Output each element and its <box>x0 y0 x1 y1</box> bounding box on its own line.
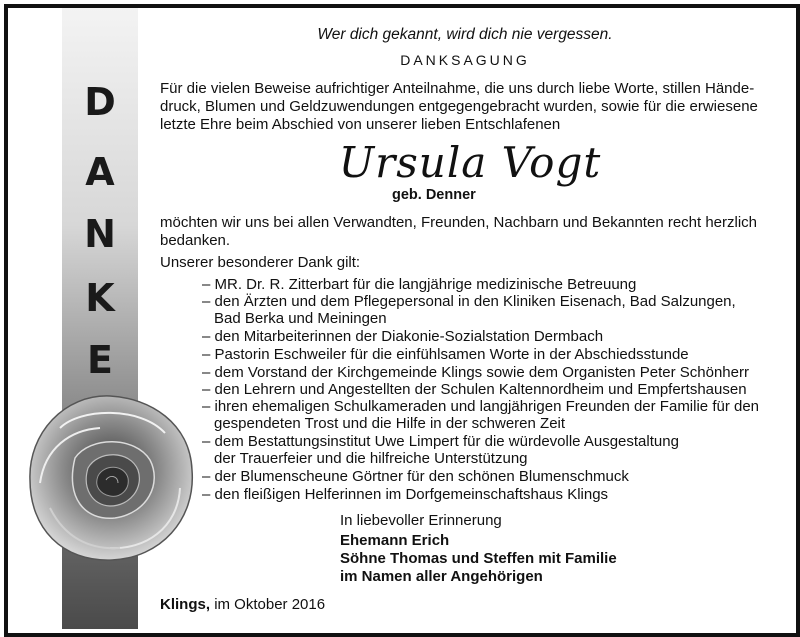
footer-place-date <box>160 596 325 613</box>
list-item-continuation: der Trauerfeier und die hilfreiche Unterstützung <box>214 450 528 467</box>
list-item: – dem Bestattungsinstitut Uwe Limpert für die würdevolle Ausgestaltung <box>202 433 679 450</box>
birth-name: geb. Denner <box>392 187 476 203</box>
list-item-continuation: Bad Berka und Meiningen <box>214 310 387 327</box>
list-item: – Pastorin Eschweiler für die einfühlsamen Worte in der Abschiedsstunde <box>202 346 689 363</box>
intro-line-1: Für die vielen Beweise aufrichtiger Anteilnahme, die uns durch liebe Worte, stillen Hände- <box>160 80 755 97</box>
signer-line: Söhne Thomas und Steffen mit Familie <box>340 550 617 567</box>
rose-image <box>20 388 200 568</box>
list-item: – den Lehrern und Angestellten der Schulen Kaltennordheim und Empfertshausen <box>202 381 747 398</box>
thanks-line-2: bedanken. <box>160 232 231 249</box>
side-letter-k: K <box>85 276 115 320</box>
special-intro: Unserer besonderer Dank gilt: <box>160 254 361 271</box>
list-item: – dem Vorstand der Kirchgemeinde Klings sowie dem Organisten Peter Schönherr <box>202 364 749 381</box>
intro-line-2: druck, Blumen und Geldzuwendungen entgegengebracht wurden, sowie für die erwiesene <box>160 98 758 115</box>
side-letter-a: A <box>85 150 115 194</box>
side-letter-n: N <box>84 212 116 256</box>
footer-place: Klings, <box>160 596 211 613</box>
intro-line-3: letzte Ehre beim Abschied von unserer lieben Entschlafenen <box>160 116 561 133</box>
list-item: – den Mitarbeiterinnen der Diakonie-Sozialstation Dermbach <box>202 328 604 345</box>
list-item: – ihren ehemaligen Schulkameraden und langjährigen Freunden der Familie für den <box>202 398 760 415</box>
thanks-line-1: möchten wir uns bei allen Verwandten, Freunden, Nachbarn und Bekannten recht herzlich <box>160 214 758 231</box>
list-item: – den fleißigen Helferinnen im Dorfgemeinschaftshaus Klings <box>202 486 609 503</box>
signer-line: im Namen aller Angehörigen <box>340 568 543 585</box>
list-item: – den Ärzten und dem Pflegepersonal in den Kliniken Eisenach, Bad Salzungen, <box>202 293 736 310</box>
remembrance-line: In liebevoller Erinnerung <box>340 512 502 529</box>
side-letter-d: D <box>84 80 116 124</box>
list-item-continuation: gespendeten Trost und die Hilfe in der schweren Zeit <box>214 415 566 432</box>
motto: Wer dich gekannt, wird dich nie vergessen. <box>317 26 613 43</box>
signer-line: Ehemann Erich <box>340 532 450 549</box>
deceased-name: Ursula Vogt <box>338 138 602 187</box>
heading: DANKSAGUNG <box>400 52 530 68</box>
list-item: – der Blumenscheune Görtner für den schönen Blumenschmuck <box>202 468 629 485</box>
side-letter-e: E <box>87 338 113 382</box>
footer-date: im Oktober 2016 <box>214 596 326 613</box>
list-item: – MR. Dr. R. Zitterbart für die langjährige medizinische Betreuung <box>202 276 637 293</box>
